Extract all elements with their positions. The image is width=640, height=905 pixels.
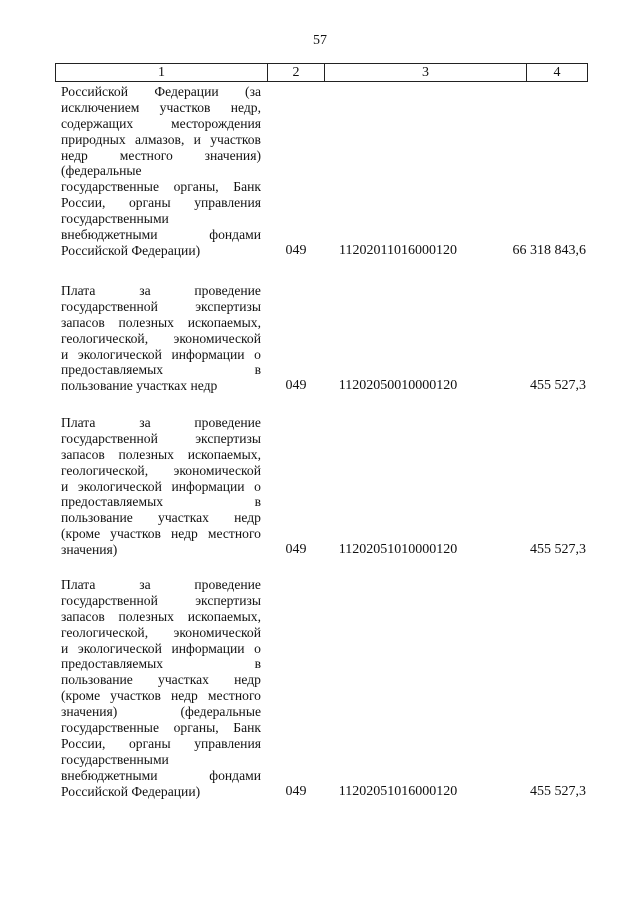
budget-code: 11202051016000120 — [338, 783, 458, 799]
description-line: геологической, экономической — [61, 624, 261, 640]
description-line: пользование участках недр — [61, 378, 218, 394]
row-description — [61, 283, 261, 394]
header-col-1: 1 — [55, 63, 268, 82]
row-description — [61, 84, 261, 259]
description-line: внебюджетными фондами — [61, 227, 261, 243]
header-col-2: 2 — [267, 63, 325, 82]
description-line: (федеральные — [61, 163, 142, 179]
description-line: государственной экспертизы — [61, 430, 261, 446]
admin-code: 049 — [285, 542, 307, 558]
page-number: 57 — [313, 33, 327, 48]
description-line: природных алмазов, и участков — [61, 131, 261, 147]
description-line: государственными — [61, 751, 169, 767]
description-line: геологической, экономической — [61, 462, 261, 478]
description-line: Российской Федерации (за — [61, 84, 261, 99]
description-line: государственной экспертизы — [61, 298, 261, 314]
description-line: Плата за проведение — [61, 283, 261, 298]
amount: 455 527,3 — [530, 783, 586, 799]
amount: 455 527,3 — [530, 542, 586, 558]
admin-code: 049 — [285, 378, 307, 394]
description-line: (кроме участков недр местного — [61, 526, 261, 542]
description-line: (кроме участков недр местного — [61, 688, 261, 704]
description-line: предоставляемых в — [61, 494, 261, 510]
description-line: России, органы управления — [61, 195, 261, 211]
header-col-3: 3 — [324, 63, 527, 82]
header-col-4: 4 — [526, 63, 588, 82]
admin-code: 049 — [285, 243, 307, 258]
description-line: пользование участках недр — [61, 672, 261, 688]
admin-code: 049 — [285, 783, 307, 799]
description-line: значения) — [61, 542, 118, 558]
description-line: и экологической информации о — [61, 346, 261, 362]
budget-code: 11202050010000120 — [338, 378, 458, 394]
description-line: Плата за проведение — [61, 577, 261, 592]
description-line: предоставляемых в — [61, 656, 261, 672]
description-line: недр местного значения) — [61, 147, 261, 163]
description-line: исключением участков недр, — [61, 99, 261, 115]
budget-code: 11202051010000120 — [338, 542, 458, 558]
description-line: предоставляемых в — [61, 362, 261, 378]
amount: 66 318 843,6 — [512, 243, 586, 258]
description-line: запасов полезных ископаемых, — [61, 314, 261, 330]
description-line: государственные органы, Банк — [61, 179, 261, 195]
description-line: геологической, экономической — [61, 330, 261, 346]
row-description — [61, 415, 261, 558]
description-line: Российской Федерации) — [61, 242, 201, 258]
description-line: содержащих месторождения — [61, 115, 261, 131]
description-line: и экологической информации о — [61, 478, 261, 494]
amount: 455 527,3 — [530, 378, 586, 394]
description-line: государственными — [61, 211, 169, 227]
row-description — [61, 577, 261, 799]
description-line: запасов полезных ископаемых, — [61, 446, 261, 462]
description-line: пользование участках недр — [61, 510, 261, 526]
description-line: государственные органы, Банк — [61, 720, 261, 736]
description-line: запасов полезных ископаемых, — [61, 608, 261, 624]
description-line: Российской Федерации) — [61, 783, 201, 799]
table-header — [55, 63, 588, 83]
description-line: и экологической информации о — [61, 640, 261, 656]
description-line: значения) (федеральные — [61, 704, 261, 720]
description-line: Плата за проведение — [61, 415, 261, 430]
budget-code: 11202011016000120 — [339, 243, 457, 258]
description-line: государственной экспертизы — [61, 592, 261, 608]
description-line: России, органы управления — [61, 735, 261, 751]
description-line: внебюджетными фондами — [61, 767, 261, 783]
